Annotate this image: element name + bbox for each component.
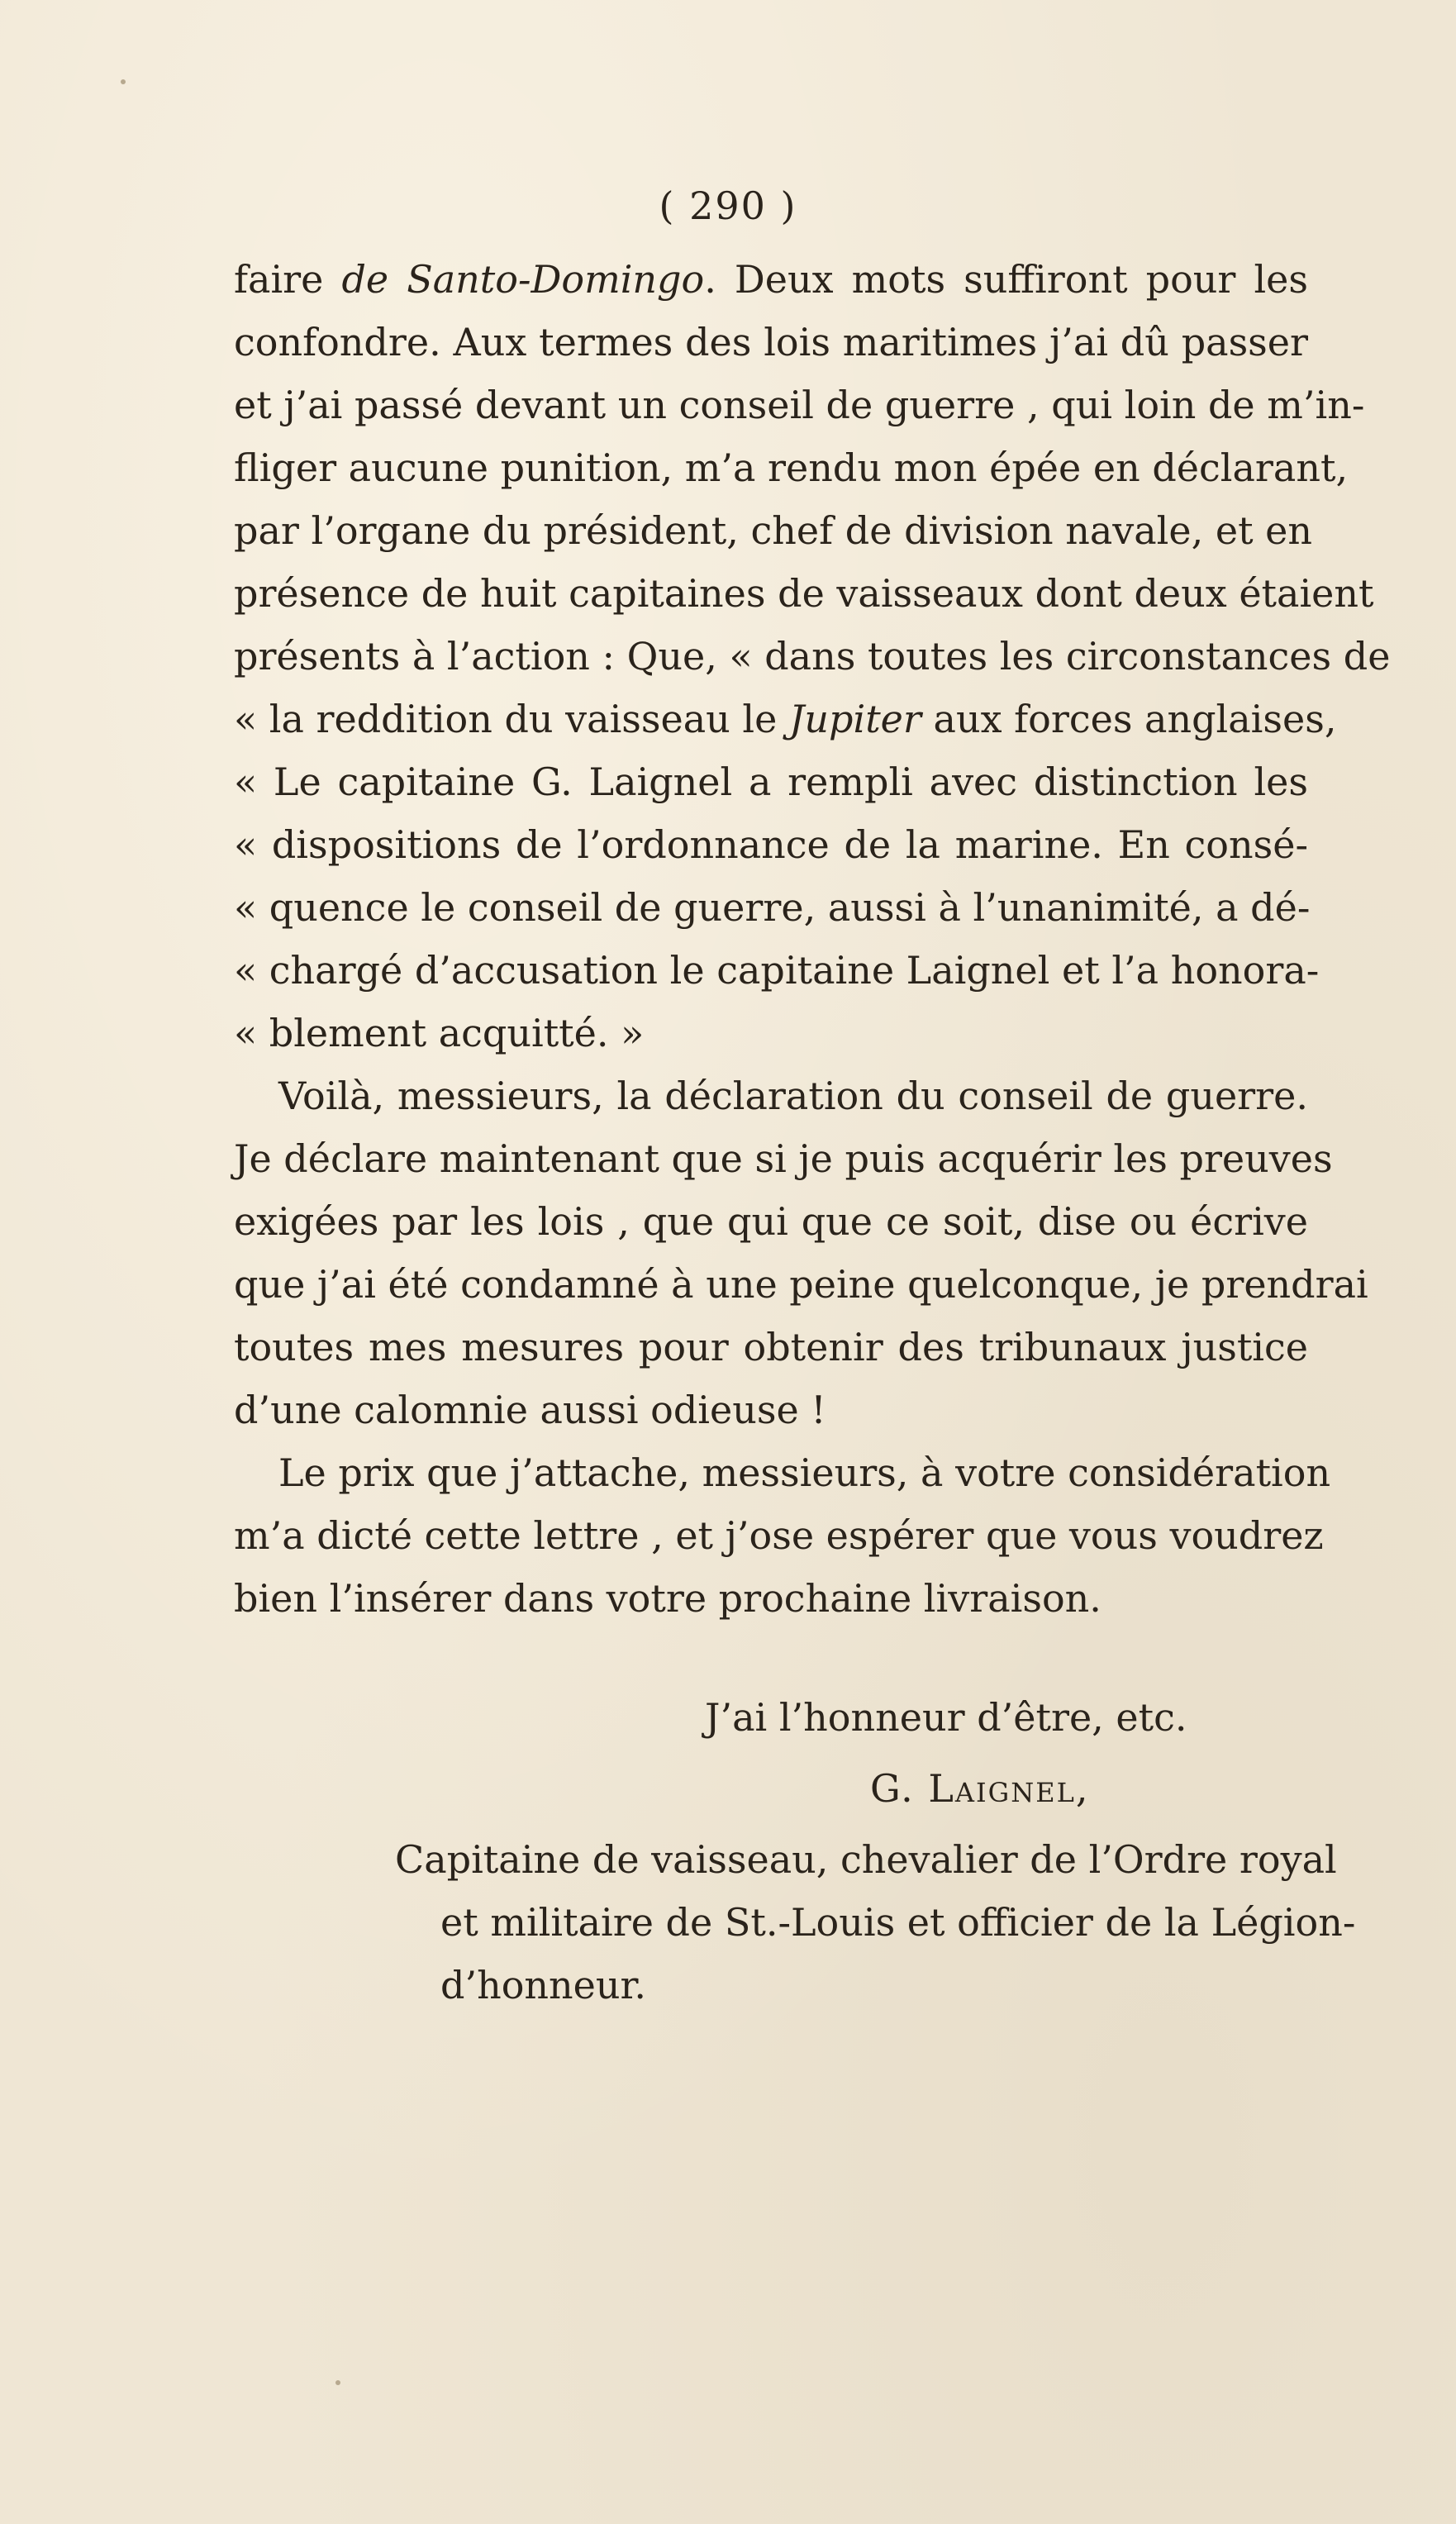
text-line: [234, 1127, 1333, 1190]
text-line: [234, 625, 1391, 688]
text-run: Je déclare maintenant que si je puis acquérir les preuves: [234, 1136, 1333, 1181]
text-run: m’a dicté cette lettre , et j’ose espérer que vous voudrez: [234, 1513, 1324, 1558]
paragraph-3: [234, 1441, 1331, 1630]
text-run: Le prix que j’attache, messieurs, à votre considération: [278, 1450, 1331, 1495]
text-run: que j’ai été condamné à une peine quelconque, je prendrai: [234, 1262, 1368, 1307]
text-line: [234, 1316, 1308, 1379]
paragraph-2: [234, 1064, 1368, 1441]
text-line: [234, 1441, 1331, 1504]
signature-name: G. Laignel,: [870, 1766, 1090, 1811]
text-run: « dispositions de l’ordonnance de la marine. En consé-: [234, 822, 1308, 867]
text-line: [234, 436, 1349, 499]
text-run: aux forces anglaises,: [921, 697, 1337, 741]
text-run: d’une calomnie aussi odieuse !: [234, 1388, 826, 1432]
text-run: Voilà, messieurs, la déclaration du conseil de guerre.: [278, 1074, 1308, 1118]
text-line: [234, 1504, 1324, 1567]
text-line: [234, 248, 1308, 311]
text-run: « la reddition du vaisseau le: [234, 697, 789, 741]
text-run: « blement acquitté. »: [234, 1011, 645, 1055]
text-line: [234, 311, 1308, 374]
text-line: [234, 1379, 1308, 1441]
paper-speck: [121, 79, 126, 84]
text-run: présence de huit capitaines de vaisseaux dont deux étaient: [234, 571, 1374, 616]
text-run: « chargé d’accusation le capitaine Laignel et l’a honora-: [234, 948, 1320, 993]
signature-title-line-3: d’honneur.: [440, 1963, 647, 2007]
text-line: [234, 939, 1320, 1002]
closing-block: [234, 1686, 1356, 2017]
body-text: [234, 248, 1391, 1630]
text-run: présents à l’action : Que, « dans toutes les circonstances de: [234, 634, 1391, 679]
text-run: par l’organe du président, chef de division navale, et en: [234, 508, 1313, 553]
text-line: [234, 1064, 1308, 1127]
text-line: [234, 562, 1374, 625]
text-run: faire: [234, 257, 342, 302]
text-line: [234, 688, 1337, 750]
text-line: [234, 1253, 1368, 1316]
paragraph-1: [234, 248, 1391, 1064]
text-run: bien l’insérer dans votre prochaine livraison.: [234, 1576, 1102, 1621]
text-line: [234, 499, 1313, 562]
text-line: [234, 813, 1308, 876]
signature-title-line-1: Capitaine de vaisseau, chevalier de l’Ordre royal: [395, 1837, 1337, 1882]
text-line: [234, 1567, 1308, 1630]
text-line: [234, 374, 1365, 436]
text-line: [234, 750, 1308, 813]
text-run: confondre. Aux termes des lois maritimes j’ai dû passer: [234, 320, 1308, 364]
text-run: exigées par les lois , que qui que ce soit, dise ou écrive: [234, 1199, 1308, 1244]
text-run: « Le capitaine G. Laignel a rempli avec distinction les: [234, 760, 1308, 804]
italic-text: Jupiter: [788, 697, 921, 741]
closing-formula: J’ai l’honneur d’être, etc.: [705, 1695, 1187, 1740]
text-run: . Deux mots suffiront pour les: [704, 257, 1309, 302]
text-line: [234, 1190, 1308, 1253]
text-run: fliger aucune punition, m’a rendu mon épée en déclarant,: [234, 445, 1349, 490]
text-run: « quence le conseil de guerre, aussi à l’unanimité, a dé-: [234, 885, 1311, 930]
signature: [234, 1757, 1308, 1820]
text-line: [234, 876, 1311, 939]
signature-title-line-2: et militaire de St.-Louis et officier de la Légion-: [440, 1900, 1356, 1945]
text-line: [234, 1002, 1308, 1064]
italic-text: de Santo-Domingo: [341, 257, 705, 302]
text-run: toutes mes mesures pour obtenir des tribunaux justice: [234, 1325, 1308, 1369]
paper-speck: [335, 2380, 340, 2385]
text-run: et j’ai passé devant un conseil de guerre , qui loin de m’in-: [234, 383, 1365, 427]
page-number: ( 290 ): [659, 183, 797, 228]
